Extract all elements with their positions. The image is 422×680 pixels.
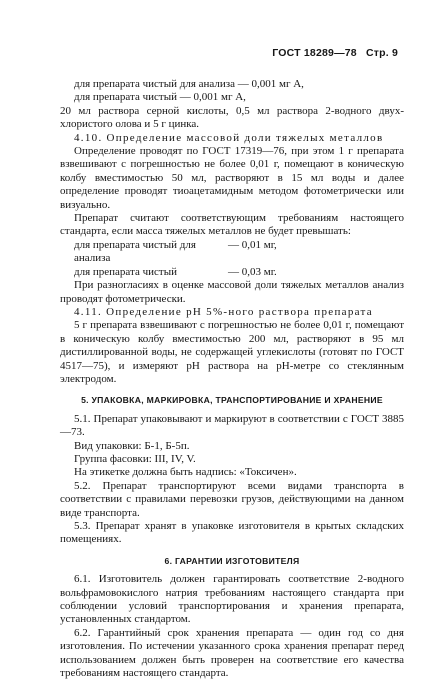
text-paragraph: Препарат считают соответствующим требованиям настоящего стандарта, если масса тяжелых металлов не будет превышать: bbox=[60, 212, 404, 238]
section-5-heading: 5. УПАКОВКА, МАРКИРОВКА, ТРАНСПОРТИРОВАНИЕ И ХРАНЕНИЕ bbox=[81, 395, 383, 406]
section-4-10-title: 4.10. Определение массовой доли тяжелых металлов bbox=[74, 131, 384, 144]
text-line: для препарата чистый для анализа — 0,001 мг A, bbox=[74, 78, 304, 90]
text-paragraph: 5.3. Препарат хранят в упаковке изготовителя в крытых складских помещениях. bbox=[60, 520, 404, 546]
limit-row bbox=[60, 266, 404, 279]
text-paragraph: 5.2. Препарат транспортируют всеми видами транспорта в соответствии с правилами перевозки грузов, действующими на данном виде транспорта. bbox=[60, 479, 404, 519]
text-paragraph: 5 г препарата взвешивают с погрешностью не более 0,01 г, помещают в коническую колбу вместимостью 200 мл, растворяют в 95 мл дистиллированной воды, не содержащей углекислоты (готовят по ГОСТ 4517—75), и измеряют pH раствора на pH-метре со стеклянным электродом. bbox=[60, 319, 404, 385]
text-line: Вид упаковки: Б-1, Б-5п. bbox=[74, 439, 190, 452]
limit-label: для препарата чистый для анализа bbox=[74, 238, 196, 265]
text-paragraph: 20 мл раствора серной кислоты, 0,5 мл раствора 2-водного двух-хлористого олова и 5 г цинка. bbox=[60, 104, 404, 131]
limit-value: — 0,01 мг, bbox=[228, 238, 277, 251]
section-6-heading: 6. ГАРАНТИИ ИЗГОТОВИТЕЛЯ bbox=[164, 555, 300, 566]
text-line: На этикетке должна быть надпись: «Токсичен». bbox=[74, 466, 297, 479]
limit-value: — 0,03 мг. bbox=[228, 265, 277, 278]
standard-number: ГОСТ 18289—78 bbox=[272, 47, 357, 59]
text-line: Группа фасовки: III, IV, V. bbox=[74, 452, 196, 465]
text-paragraph: Определение проводят по ГОСТ 17319—76, при этом 1 г препарата взвешивают с погрешностью не более 0,01 г, помещают в коническую колбу вместимостью 50 мл, растворяют в 15 мл воды и далее определение проводят тиоацетамидным методом фотометрически или визуально. bbox=[60, 145, 404, 211]
text-paragraph: 5.1. Препарат упаковывают и маркируют в соответствии с ГОСТ 3885—73. bbox=[60, 412, 404, 439]
page-number: Стр. 9 bbox=[365, 47, 398, 59]
text-paragraph: 6.1. Изготовитель должен гарантировать соответствие 2-водного вольфрамовокислого натрия требованиям настоящего стандарта при соблюдении условий транспортирования и хранения препарата, установленных стандартом. bbox=[60, 573, 404, 626]
limit-label: для препарата чистый bbox=[74, 265, 177, 278]
text-line: для препарата чистый — 0,001 мг A, bbox=[74, 91, 246, 104]
limit-row bbox=[60, 239, 404, 266]
document-body bbox=[60, 78, 404, 680]
text-paragraph: 6.2. Гарантийный срок хранения препарата — один год со дня изготовления. По истечении указанного срока хранения препарат перед использованием должен быть проверен на соответствие его качества требованиям настоящего стандарта. bbox=[60, 626, 404, 680]
running-header bbox=[266, 47, 398, 59]
section-4-11-title: 4.11. Определение pH 5%-ного раствора препарата bbox=[74, 305, 373, 318]
text-paragraph: При разногласиях в оценке массовой доли тяжелых металлов анализ проводят фотометрически. bbox=[60, 279, 404, 305]
